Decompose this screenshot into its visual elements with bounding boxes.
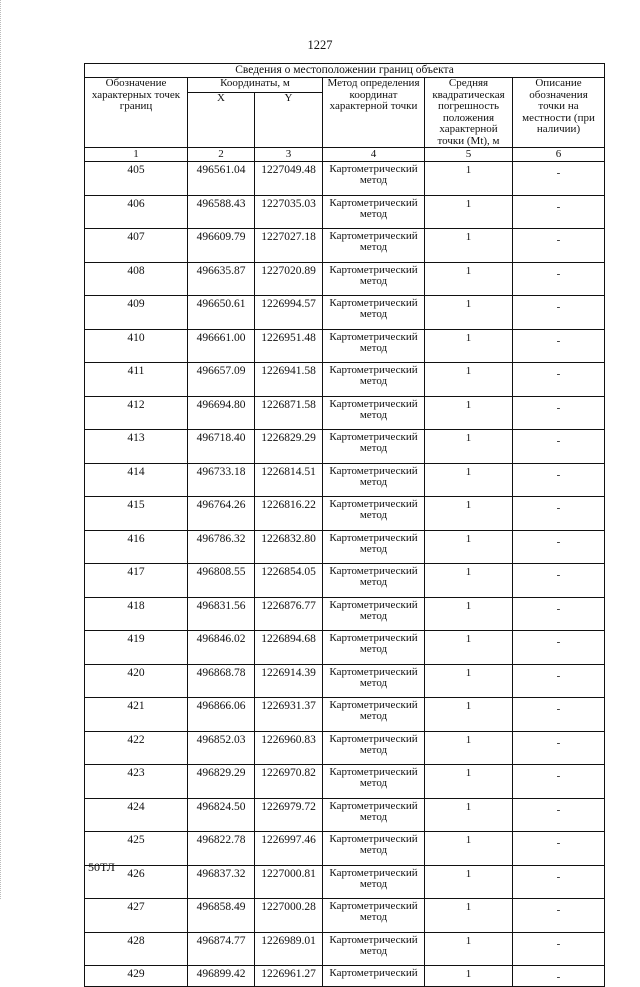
method-cell: Картометрический: [323, 966, 425, 987]
table-row: [85, 363, 605, 397]
error-cell: 1: [425, 430, 513, 464]
table-row: [85, 731, 605, 765]
y-cell: 1226832.80: [255, 530, 323, 564]
table-row: [85, 463, 605, 497]
table-row: [85, 832, 605, 866]
column-number: 6: [513, 148, 605, 162]
point-id-cell: 408: [85, 262, 188, 296]
x-cell: 496824.50: [188, 798, 255, 832]
method-cell: Картометрический метод: [323, 865, 425, 899]
x-cell: 496657.09: [188, 363, 255, 397]
table-row: [85, 765, 605, 799]
description-cell: -: [513, 564, 605, 598]
table-row: [85, 698, 605, 732]
method-cell: Картометрический метод: [323, 899, 425, 933]
column-number: 4: [323, 148, 425, 162]
error-cell: 1: [425, 698, 513, 732]
table-row: [85, 899, 605, 933]
y-cell: 1226979.72: [255, 798, 323, 832]
point-id-cell: 428: [85, 932, 188, 966]
point-id-cell: 426: [85, 865, 188, 899]
error-cell: 1: [425, 396, 513, 430]
table-title: Сведения о местоположении границ объекта: [85, 64, 605, 78]
column-number: 1: [85, 148, 188, 162]
method-cell: Картометрический метод: [323, 262, 425, 296]
method-cell: Картометрический метод: [323, 731, 425, 765]
table-row: [85, 530, 605, 564]
method-cell: Картометрический метод: [323, 396, 425, 430]
method-cell: Картометрический метод: [323, 363, 425, 397]
point-id-cell: 420: [85, 664, 188, 698]
header-designation: Обозначение характерных точек границ: [85, 78, 188, 148]
x-cell: 496829.29: [188, 765, 255, 799]
description-cell: -: [513, 631, 605, 665]
table-row: [85, 296, 605, 330]
method-cell: Картометрический метод: [323, 798, 425, 832]
method-cell: Картометрический метод: [323, 296, 425, 330]
y-cell: 1227027.18: [255, 229, 323, 263]
description-cell: -: [513, 798, 605, 832]
table-row: [85, 798, 605, 832]
error-cell: 1: [425, 765, 513, 799]
method-cell: Картометрический метод: [323, 631, 425, 665]
x-cell: 496764.26: [188, 497, 255, 531]
y-cell: 1226914.39: [255, 664, 323, 698]
x-cell: 496588.43: [188, 195, 255, 229]
method-cell: Картометрический метод: [323, 430, 425, 464]
point-id-cell: 429: [85, 966, 188, 987]
x-cell: 496561.04: [188, 162, 255, 196]
x-cell: 496868.78: [188, 664, 255, 698]
description-cell: -: [513, 765, 605, 799]
description-cell: -: [513, 932, 605, 966]
method-cell: Картометрический метод: [323, 698, 425, 732]
x-cell: 496635.87: [188, 262, 255, 296]
description-cell: -: [513, 865, 605, 899]
table-row: [85, 932, 605, 966]
table-row: [85, 396, 605, 430]
table-row: [85, 664, 605, 698]
y-cell: 1226960.83: [255, 731, 323, 765]
error-cell: 1: [425, 530, 513, 564]
table-row: [85, 865, 605, 899]
method-cell: Картометрический метод: [323, 597, 425, 631]
y-cell: 1226961.27: [255, 966, 323, 987]
y-cell: 1226994.57: [255, 296, 323, 330]
coordinates-table: [84, 63, 605, 987]
point-id-cell: 410: [85, 329, 188, 363]
description-cell: -: [513, 966, 605, 987]
x-cell: 496866.06: [188, 698, 255, 732]
description-cell: -: [513, 430, 605, 464]
error-cell: 1: [425, 966, 513, 987]
table-title-row: [85, 64, 605, 78]
x-cell: 496831.56: [188, 597, 255, 631]
method-cell: Картометрический метод: [323, 530, 425, 564]
method-cell: Картометрический метод: [323, 195, 425, 229]
point-id-cell: 411: [85, 363, 188, 397]
point-id-cell: 414: [85, 463, 188, 497]
y-cell: 1226970.82: [255, 765, 323, 799]
column-number: 3: [255, 148, 323, 162]
table-row: [85, 195, 605, 229]
error-cell: 1: [425, 798, 513, 832]
table-row: [85, 564, 605, 598]
error-cell: 1: [425, 664, 513, 698]
header-coordinates: Координаты, м: [188, 78, 323, 93]
error-cell: 1: [425, 932, 513, 966]
table-row: [85, 966, 605, 987]
x-cell: 496650.61: [188, 296, 255, 330]
error-cell: 1: [425, 463, 513, 497]
header-row: [85, 78, 605, 93]
error-cell: 1: [425, 363, 513, 397]
point-id-cell: 416: [85, 530, 188, 564]
error-cell: 1: [425, 597, 513, 631]
y-cell: 1227000.81: [255, 865, 323, 899]
x-cell: 496609.79: [188, 229, 255, 263]
method-cell: Картометрический метод: [323, 229, 425, 263]
y-cell: 1227049.48: [255, 162, 323, 196]
description-cell: -: [513, 262, 605, 296]
column-number: 2: [188, 148, 255, 162]
table-row: [85, 631, 605, 665]
method-cell: Картометрический метод: [323, 497, 425, 531]
error-cell: 1: [425, 497, 513, 531]
method-cell: Картометрический метод: [323, 832, 425, 866]
description-cell: -: [513, 899, 605, 933]
error-cell: 1: [425, 195, 513, 229]
error-cell: 1: [425, 564, 513, 598]
point-id-cell: 421: [85, 698, 188, 732]
point-id-cell: 417: [85, 564, 188, 598]
footer-code: 50ТЛ: [88, 860, 115, 874]
description-cell: -: [513, 530, 605, 564]
description-cell: -: [513, 832, 605, 866]
y-cell: 1226871.58: [255, 396, 323, 430]
error-cell: 1: [425, 329, 513, 363]
x-cell: 496786.32: [188, 530, 255, 564]
header-x: X: [188, 93, 255, 148]
x-cell: 496837.32: [188, 865, 255, 899]
header-method: Метод определения координат характерной точки: [323, 78, 425, 148]
error-cell: 1: [425, 162, 513, 196]
x-cell: 496858.49: [188, 899, 255, 933]
method-cell: Картометрический метод: [323, 162, 425, 196]
table-row: [85, 430, 605, 464]
y-cell: 1226854.05: [255, 564, 323, 598]
error-cell: 1: [425, 296, 513, 330]
description-cell: -: [513, 698, 605, 732]
error-cell: 1: [425, 262, 513, 296]
point-id-cell: 409: [85, 296, 188, 330]
description-cell: -: [513, 229, 605, 263]
header-description: Описание обозначения точки на местности (при наличии): [513, 78, 605, 148]
table-row: [85, 329, 605, 363]
x-cell: 496661.00: [188, 329, 255, 363]
description-cell: -: [513, 664, 605, 698]
y-cell: 1226876.77: [255, 597, 323, 631]
point-id-cell: 418: [85, 597, 188, 631]
table-row: [85, 597, 605, 631]
x-cell: 496694.80: [188, 396, 255, 430]
x-cell: 496846.02: [188, 631, 255, 665]
y-cell: 1226989.01: [255, 932, 323, 966]
y-cell: 1226814.51: [255, 463, 323, 497]
table-row: [85, 162, 605, 196]
method-cell: Картометрический метод: [323, 329, 425, 363]
method-cell: Картометрический метод: [323, 932, 425, 966]
page-number: 1227: [307, 38, 333, 52]
description-cell: -: [513, 195, 605, 229]
point-id-cell: 405: [85, 162, 188, 196]
description-cell: -: [513, 329, 605, 363]
description-cell: -: [513, 363, 605, 397]
error-cell: 1: [425, 832, 513, 866]
y-cell: 1226931.37: [255, 698, 323, 732]
description-cell: -: [513, 396, 605, 430]
method-cell: Картометрический метод: [323, 664, 425, 698]
header-y: Y: [255, 93, 323, 148]
method-cell: Картометрический метод: [323, 765, 425, 799]
point-id-cell: 424: [85, 798, 188, 832]
description-cell: -: [513, 597, 605, 631]
y-cell: 1227035.03: [255, 195, 323, 229]
description-cell: -: [513, 162, 605, 196]
description-cell: -: [513, 296, 605, 330]
error-cell: 1: [425, 731, 513, 765]
x-cell: 496899.42: [188, 966, 255, 987]
point-id-cell: 422: [85, 731, 188, 765]
x-cell: 496852.03: [188, 731, 255, 765]
header-error: Средняя квадратическая погрешность положения характерной точки (Mt), м: [425, 78, 513, 148]
y-cell: 1226941.58: [255, 363, 323, 397]
y-cell: 1227000.28: [255, 899, 323, 933]
point-id-cell: 419: [85, 631, 188, 665]
error-cell: 1: [425, 865, 513, 899]
x-cell: 496874.77: [188, 932, 255, 966]
y-cell: 1227020.89: [255, 262, 323, 296]
x-cell: 496718.40: [188, 430, 255, 464]
point-id-cell: 423: [85, 765, 188, 799]
description-cell: -: [513, 497, 605, 531]
point-id-cell: 407: [85, 229, 188, 263]
point-id-cell: 415: [85, 497, 188, 531]
method-cell: Картометрический метод: [323, 564, 425, 598]
x-cell: 496733.18: [188, 463, 255, 497]
table-row: [85, 229, 605, 263]
description-cell: -: [513, 463, 605, 497]
y-cell: 1226997.46: [255, 832, 323, 866]
error-cell: 1: [425, 229, 513, 263]
table-row: [85, 497, 605, 531]
column-numbers-row: [85, 148, 605, 162]
point-id-cell: 425: [85, 832, 188, 866]
table-row: [85, 262, 605, 296]
x-cell: 496808.55: [188, 564, 255, 598]
point-id-cell: 412: [85, 396, 188, 430]
error-cell: 1: [425, 631, 513, 665]
y-cell: 1226951.48: [255, 329, 323, 363]
point-id-cell: 413: [85, 430, 188, 464]
y-cell: 1226829.29: [255, 430, 323, 464]
point-id-cell: 406: [85, 195, 188, 229]
point-id-cell: 427: [85, 899, 188, 933]
method-cell: Картометрический метод: [323, 463, 425, 497]
error-cell: 1: [425, 899, 513, 933]
y-cell: 1226816.22: [255, 497, 323, 531]
column-number: 5: [425, 148, 513, 162]
y-cell: 1226894.68: [255, 631, 323, 665]
description-cell: -: [513, 731, 605, 765]
x-cell: 496822.78: [188, 832, 255, 866]
scan-margin: [0, 0, 5, 899]
